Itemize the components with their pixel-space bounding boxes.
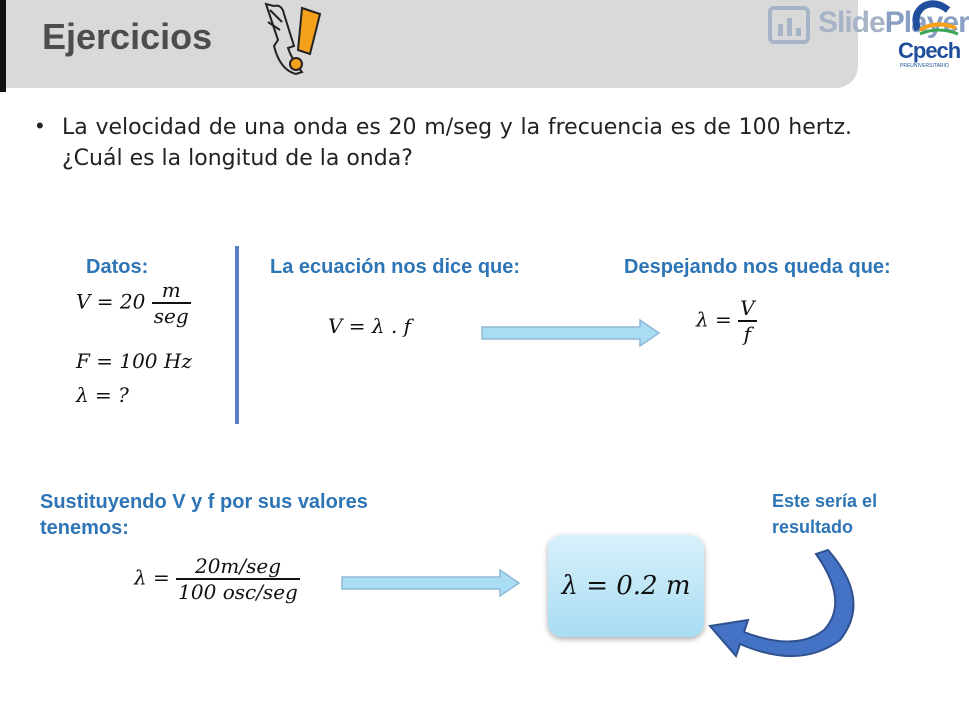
despeje-fraction <box>738 296 756 346</box>
arrow-right-icon <box>480 318 662 348</box>
ecuacion-label: La ecuación nos dice que: <box>270 256 521 278</box>
vertical-divider <box>235 246 239 424</box>
page-title: Ejercicios <box>42 16 213 57</box>
velocity-unit-den: seg <box>153 304 189 328</box>
sustitucion-den: 100 osc/seg <box>178 580 298 604</box>
despeje-lhs: λ = <box>696 307 732 332</box>
watermark-player-text: Player <box>884 6 969 39</box>
datos-label: Datos: <box>86 256 149 278</box>
brand-name: Cpech <box>898 38 961 63</box>
brand-subtitle: PREUNIVERSITARIO <box>900 63 949 69</box>
result-note-line1: Este sería el <box>772 491 878 511</box>
velocity-lhs: V = 20 <box>76 289 146 314</box>
bullet-marker: • <box>36 113 44 138</box>
sustitucion-num: 20m/seg <box>176 554 300 580</box>
velocity-unit-num: m <box>152 278 191 304</box>
despeje-formula <box>696 296 757 346</box>
ecuacion-formula: V = λ . f <box>328 314 412 338</box>
pointing-hand-icon <box>258 0 328 80</box>
question-text: La velocidad de una onda es 20 m/seg y la frecuencia es de 100 hertz. ¿Cuál es la longitud de la onda? <box>62 115 852 171</box>
sustitucion-label-line1: Sustituyendo V y f por sus valores <box>40 491 368 513</box>
result-box <box>548 535 704 637</box>
sustitucion-fraction <box>176 554 300 604</box>
despeje-label: Despejando nos queda que: <box>624 256 891 278</box>
header-edge <box>0 0 6 92</box>
result-note-line2: resultado <box>772 517 854 537</box>
arrow-right-icon-2 <box>340 568 522 598</box>
despeje-num: V <box>740 296 755 320</box>
watermark-slide-text: Slide <box>818 6 885 39</box>
curved-arrow-icon <box>700 540 880 670</box>
sustitucion-lhs: λ = <box>134 565 170 590</box>
despeje-den: f <box>743 322 752 346</box>
velocity-given <box>76 278 191 328</box>
sustitucion-label-line2: tenemos: <box>40 517 129 539</box>
result-formula: λ = 0.2 m <box>561 571 691 601</box>
sustitucion-formula <box>134 554 300 604</box>
velocity-fraction <box>152 278 191 328</box>
lambda-unknown: λ = ? <box>76 383 129 407</box>
frequency-given: F = 100 Hz <box>76 349 192 373</box>
